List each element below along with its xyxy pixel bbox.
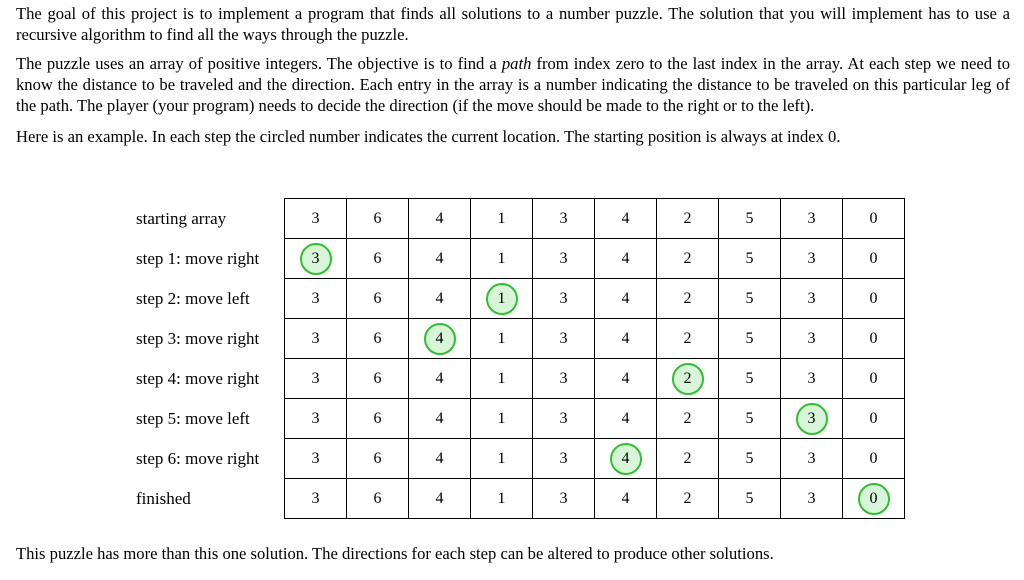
array-value: 4 [435, 449, 444, 467]
array-value: 0 [869, 329, 878, 347]
array-value: 5 [745, 449, 754, 467]
array-value: 4 [435, 409, 444, 427]
array-value: 4 [435, 289, 444, 307]
array-value: 0 [869, 369, 878, 387]
array-value: 0 [869, 409, 878, 427]
array-value: 5 [745, 409, 754, 427]
array-value: 3 [807, 249, 816, 267]
array-value: 3 [559, 449, 568, 467]
array-cell [471, 479, 533, 519]
array-cell [781, 479, 843, 519]
array-cell [409, 319, 471, 359]
array-cell [471, 399, 533, 439]
array-value: 5 [745, 369, 754, 387]
array-cell [843, 359, 905, 399]
array-cell [595, 439, 657, 479]
array-value: 3 [311, 409, 320, 427]
array-value: 2 [683, 409, 692, 427]
array-cell [533, 239, 595, 279]
array-cell [657, 399, 719, 439]
array-cell [719, 399, 781, 439]
array-value: 2 [683, 329, 692, 347]
array-value: 0 [869, 249, 878, 267]
rules-text-end: from index zero to the last index in the array. At each step we need to know the distance to be traveled and the direction. Each entry in the array is a number indicating the distance to be traveled on this particular leg of the path. The player (your program) needs to decide the direction (if the move should be made to the right or to the left). [16, 54, 1010, 115]
array-cell [471, 439, 533, 479]
array-cell [471, 359, 533, 399]
current-location-circle: 2 [672, 363, 704, 395]
array-value: 3 [559, 409, 568, 427]
array-value: 2 [683, 289, 692, 307]
step-label: step 4: move right [136, 368, 260, 388]
array-cell [719, 439, 781, 479]
puzzle-row [130, 239, 905, 279]
array-value: 4 [435, 209, 444, 227]
puzzle-row [130, 199, 905, 239]
array-cell [781, 439, 843, 479]
array-value: 3 [559, 489, 568, 507]
closing-paragraph: This puzzle has more than this one solution. The directions for each step can be altered to produce other solutions. [16, 544, 774, 563]
puzzle-table [130, 198, 905, 519]
array-value: 4 [435, 489, 444, 507]
array-value: 3 [807, 449, 816, 467]
array-value: 3 [559, 209, 568, 227]
array-value: 6 [373, 369, 382, 387]
array-value: 5 [745, 249, 754, 267]
document [16, 3, 1010, 147]
array-cell [471, 279, 533, 319]
array-cell [471, 319, 533, 359]
array-cell [595, 359, 657, 399]
array-cell [409, 199, 471, 239]
array-cell [533, 199, 595, 239]
puzzle-row [130, 439, 905, 479]
array-cell [595, 199, 657, 239]
array-value: 4 [621, 409, 630, 427]
array-cell [285, 439, 347, 479]
array-cell [409, 439, 471, 479]
array-value: 4 [621, 329, 630, 347]
array-value: 4 [435, 249, 444, 267]
array-value: 4 [621, 289, 630, 307]
current-location-circle: 0 [858, 483, 890, 515]
array-value: 5 [745, 289, 754, 307]
array-cell [533, 319, 595, 359]
array-cell [347, 279, 409, 319]
step-label: step 5: move left [136, 408, 250, 428]
array-value: 5 [745, 329, 754, 347]
step-label: finished [136, 488, 191, 508]
array-value: 4 [621, 369, 630, 387]
array-value: 2 [683, 249, 692, 267]
array-value: 1 [497, 329, 506, 347]
array-value: 3 [807, 329, 816, 347]
array-cell [781, 279, 843, 319]
array-cell [409, 359, 471, 399]
array-cell [409, 479, 471, 519]
array-cell [843, 319, 905, 359]
array-cell [285, 319, 347, 359]
array-cell [657, 479, 719, 519]
array-cell [595, 279, 657, 319]
current-location-circle: 1 [486, 283, 518, 315]
array-value: 4 [621, 489, 630, 507]
array-cell [781, 399, 843, 439]
array-cell [719, 239, 781, 279]
rules-paragraph [16, 53, 1010, 116]
array-value: 6 [373, 329, 382, 347]
puzzle-row [130, 479, 905, 519]
array-cell [843, 279, 905, 319]
array-value: 2 [683, 489, 692, 507]
current-location-circle: 4 [424, 323, 456, 355]
array-cell [409, 279, 471, 319]
array-cell [719, 279, 781, 319]
rules-text-start: The puzzle uses an array of positive integers. The objective is to find a [16, 54, 502, 73]
array-cell [347, 199, 409, 239]
array-value: 3 [807, 369, 816, 387]
array-value: 5 [745, 209, 754, 227]
array-cell [347, 439, 409, 479]
step-label: step 3: move right [136, 328, 260, 348]
array-value: 1 [497, 369, 506, 387]
array-value: 3 [311, 369, 320, 387]
array-cell [657, 439, 719, 479]
step-label: step 6: move right [136, 448, 260, 468]
array-cell [347, 239, 409, 279]
array-value: 6 [373, 489, 382, 507]
array-value: 3 [311, 289, 320, 307]
puzzle-row [130, 279, 905, 319]
array-value: 3 [807, 289, 816, 307]
array-value: 1 [497, 449, 506, 467]
array-cell [843, 399, 905, 439]
array-cell [781, 319, 843, 359]
array-value: 4 [621, 249, 630, 267]
array-cell [285, 239, 347, 279]
array-cell [533, 279, 595, 319]
current-location-circle: 3 [300, 243, 332, 275]
example-paragraph: Here is an example. In each step the circled number indicates the current location. The starting position is always at index 0. [16, 127, 841, 146]
array-cell [347, 479, 409, 519]
array-cell [657, 279, 719, 319]
array-cell [719, 359, 781, 399]
array-cell [657, 199, 719, 239]
array-cell [533, 479, 595, 519]
array-cell [719, 319, 781, 359]
array-cell [843, 199, 905, 239]
array-cell [285, 479, 347, 519]
array-cell [843, 479, 905, 519]
array-value: 6 [373, 209, 382, 227]
path-emphasis: path [501, 54, 532, 73]
array-value: 2 [683, 449, 692, 467]
puzzle-row [130, 359, 905, 399]
puzzle-row [130, 399, 905, 439]
array-value: 3 [311, 489, 320, 507]
array-value: 1 [497, 209, 506, 227]
array-value: 4 [435, 369, 444, 387]
array-value: 3 [559, 249, 568, 267]
array-cell [657, 359, 719, 399]
array-cell [409, 239, 471, 279]
array-cell [471, 239, 533, 279]
array-cell [781, 199, 843, 239]
array-cell [595, 479, 657, 519]
array-value: 1 [497, 489, 506, 507]
array-cell [657, 319, 719, 359]
array-cell [533, 439, 595, 479]
array-value: 3 [311, 329, 320, 347]
array-cell [595, 319, 657, 359]
array-cell [533, 399, 595, 439]
array-cell [719, 199, 781, 239]
array-cell [719, 479, 781, 519]
array-value: 5 [745, 489, 754, 507]
array-value: 6 [373, 409, 382, 427]
array-value: 6 [373, 249, 382, 267]
array-value: 3 [807, 489, 816, 507]
puzzle-example [130, 198, 905, 519]
array-value: 1 [497, 249, 506, 267]
array-cell [595, 239, 657, 279]
array-value: 3 [559, 329, 568, 347]
array-cell [533, 359, 595, 399]
puzzle-row [130, 319, 905, 359]
current-location-circle: 4 [610, 443, 642, 475]
array-value: 4 [621, 209, 630, 227]
array-cell [347, 399, 409, 439]
array-value: 2 [683, 209, 692, 227]
array-cell [347, 359, 409, 399]
array-cell [781, 359, 843, 399]
array-cell [285, 279, 347, 319]
array-value: 3 [559, 289, 568, 307]
array-cell [843, 239, 905, 279]
array-value: 1 [497, 409, 506, 427]
array-cell [285, 359, 347, 399]
step-label: step 2: move left [136, 288, 250, 308]
array-value: 3 [311, 209, 320, 227]
array-cell [285, 199, 347, 239]
array-cell [843, 439, 905, 479]
array-cell [347, 319, 409, 359]
array-value: 0 [869, 289, 878, 307]
array-value: 0 [869, 209, 878, 227]
array-value: 3 [559, 369, 568, 387]
intro-paragraph: The goal of this project is to implement a program that finds all solutions to a number puzzle. The solution that you will implement has to use a recursive algorithm to find all the ways through the puzzle. [16, 4, 1010, 44]
step-label: step 1: move right [136, 248, 260, 268]
array-cell [285, 399, 347, 439]
array-value: 3 [311, 449, 320, 467]
array-cell [595, 399, 657, 439]
array-value: 0 [869, 449, 878, 467]
current-location-circle: 3 [796, 403, 828, 435]
array-cell [409, 399, 471, 439]
array-cell [781, 239, 843, 279]
array-value: 6 [373, 289, 382, 307]
array-cell [471, 199, 533, 239]
puzzle-table-body [130, 199, 905, 519]
step-label: starting array [136, 208, 227, 228]
array-value: 6 [373, 449, 382, 467]
array-value: 3 [807, 209, 816, 227]
array-cell [657, 239, 719, 279]
